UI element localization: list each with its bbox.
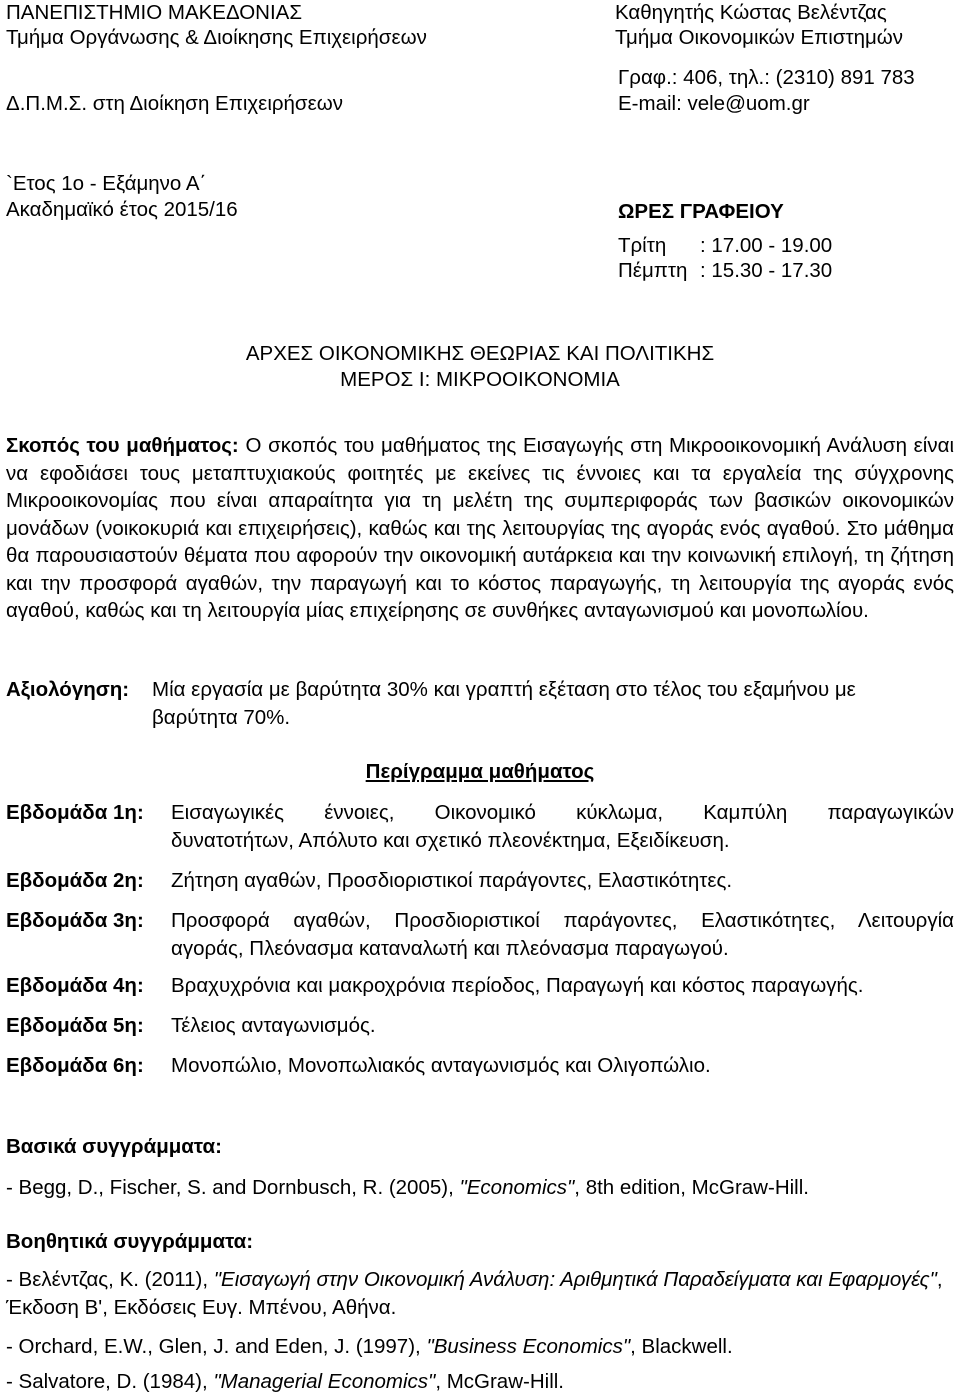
reference-authors: - Salvatore, D. (1984), [6,1370,214,1393]
week-topics: Ζήτηση αγαθών, Προσδιοριστικοί παράγοντες, Ελαστικότητες. [171,869,733,892]
week-row [6,1052,954,1080]
week-row [6,907,954,963]
reference-authors: - Orchard, E.W., Glen, J. and Eden, J. (1997), [6,1335,427,1358]
reference-title: "Economics" [459,1176,575,1199]
reference-item [6,1174,954,1202]
week-label: Εβδομάδα 2η: [6,869,144,892]
office-hours-time: : 15.30 - 17.30 [700,259,833,282]
week-topics: Βραχυχρόνια και μακροχρόνια περίοδος, Παραγωγή και κόστος παραγωγής. [171,974,864,997]
purpose-label: Σκοπός του μαθήματος: [6,434,239,457]
year-semester: `Ετος 1ο - Εξάμηνο Α΄ [6,172,207,195]
academic-year: Ακαδημαϊκό έτος 2015/16 [6,198,238,221]
program-name: Δ.Π.Μ.Σ. στη Διοίκηση Επιχειρήσεων [6,92,343,115]
reference-item [6,1266,954,1322]
reference-publisher: , Έκδοση Β', Εκδόσεις Ευγ. Μπένου, Αθήνα. [6,1268,943,1319]
reference-title: "Business Economics" [426,1335,631,1358]
office-hours-title: ΩΡΕΣ ΓΡΑΦΕΙΟΥ [618,200,784,223]
evaluation-text: Μία εργασία με βαρύτητα 30% και γραπτή εξέταση στο τέλος του εξαμήνου με [152,678,856,701]
syllabus-title: Περίγραμμα μαθήματος [365,760,595,783]
week-row [6,972,954,1000]
office-hours-day: Πέμπτη [618,259,688,282]
week-label: Εβδομάδα 3η: [6,909,144,932]
week-topics: Μονοπώλιο, Μονοπωλιακός ανταγωνισμός και Ολιγοπώλιο. [171,1054,711,1077]
week-label: Εβδομάδα 1η: [6,801,144,824]
evaluation-text-cont: βαρύτητα 70%. [152,706,291,729]
week-topics: Προσφορά αγαθών, Προσδιοριστικοί παράγοντες, Ελαστικότητες, Λειτουργία [171,909,954,932]
reference-publisher: , McGraw-Hill. [435,1370,564,1393]
week-topics: Τέλειος ανταγωνισμός. [171,1014,376,1037]
department-name: Τμήμα Οργάνωσης & Διοίκησης Επιχειρήσεων [6,26,427,49]
reference-publisher: , Blackwell. [630,1335,733,1358]
evaluation-label: Αξιολόγηση: [6,678,130,701]
purpose-text: Ο σκοπός του μαθήματος της Εισαγωγής στη Μικροοικονομική Ανάλυση είναι να εφοδιάσει τους μεταπτυχιακούς φοιτητές με εκείνες τις έννοιες και τα εργαλεία της σύγχρονης Μικροοικονομίας που είναι απαραίτητα για τη μελέτη της συμπεριφοράς των βασικών οικονομικών μονάδων (νοικοκυριά και επιχειρήσεις), καθώς και της λειτουργίας της αγοράς ενός αγαθού. Στο μάθημα θα παρουσιαστούν θέματα που αφορούν την οικονομική αυτάρκεια και την κοινωνική επιλογή, τη ζήτηση και την προσφορά αγαθών, την παραγωγή και το κόστος παραγωγής, τη λειτουργία της αγοράς ενός αγαθού, καθώς και τη λειτουργία μίας επιχείρησης σε συνθήκες ανταγωνισμού και μονοπωλίου. [6,434,954,622]
week-topics: Εισαγωγικές έννοιες, Οικονομικό κύκλωμα, Καμπύλη παραγωγικών [171,801,954,824]
professor-name: Καθηγητής Κώστας Βελέντζας [615,1,887,24]
office-contact: Γραφ.: 406, τηλ.: (2310) 891 783 [618,66,915,89]
reference-authors: - Βελέντζας, Κ. (2011), [6,1268,214,1291]
reference-title: "Managerial Economics" [213,1370,436,1393]
main-books-title: Βασικά συγγράμματα: [6,1135,222,1158]
reference-title: "Εισαγωγή στην Οικονομική Ανάλυση: Αριθμητικά Παραδείγματα και Εφαρμογές" [213,1268,937,1291]
week-row [6,1012,954,1040]
week-label: Εβδομάδα 5η: [6,1014,144,1037]
week-label: Εβδομάδα 4η: [6,974,144,997]
course-title: ΑΡΧΕΣ ΟΙΚΟΝΟΜΙΚΗΣ ΘΕΩΡΙΑΣ ΚΑΙ ΠΟΛΙΤΙΚΗΣ [245,342,715,365]
university-name: ΠΑΝΕΠΙΣΤΗΜΙΟ ΜΑΚΕΔΟΝΙΑΣ [6,1,303,24]
week-row [6,867,954,895]
reference-item [6,1368,954,1396]
reference-item [6,1333,954,1361]
week-topics-cont: αγοράς, Πλεόνασμα καταναλωτή και πλεόνασμα παραγωγού. [171,937,729,960]
week-row [6,799,954,855]
reference-publisher: , 8th edition, McGraw-Hill. [574,1176,809,1199]
reference-authors: - Begg, D., Fischer, S. and Dornbusch, R. (2005), [6,1176,460,1199]
course-subtitle: ΜΕΡΟΣ Ι: ΜΙΚΡΟΟΙΚΟΝΟΜΙΑ [340,368,620,391]
email-contact: E-mail: vele@uom.gr [618,92,810,115]
week-label: Εβδομάδα 6η: [6,1054,144,1077]
office-hours-day: Τρίτη [618,234,667,257]
aux-books-title: Βοηθητικά συγγράμματα: [6,1230,254,1253]
purpose-paragraph [6,432,954,625]
professor-department: Τμήμα Οικονομικών Επιστημών [615,26,904,49]
office-hours-time: : 17.00 - 19.00 [700,234,833,257]
week-topics-cont: δυνατοτήτων, Απόλυτο και σχετικό πλεονέκτημα, Εξειδίκευση. [171,829,730,852]
